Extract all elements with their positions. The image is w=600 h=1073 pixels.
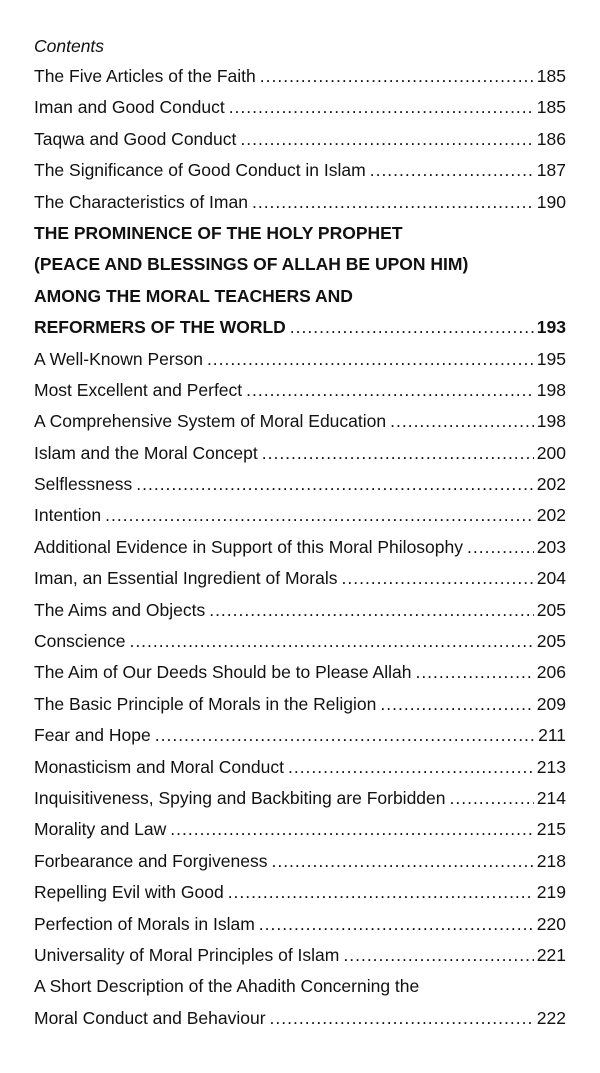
dot-leader: [343, 940, 533, 971]
toc-entry-title: Selflessness: [34, 474, 133, 495]
dot-leader: [270, 1003, 534, 1034]
dot-leader: [209, 595, 534, 626]
dot-leader: [228, 877, 534, 908]
toc-entry-title: Fear and Hope: [34, 725, 151, 746]
toc-entry: [34, 940, 566, 971]
toc-entry-title: Inquisitiveness, Spying and Backbiting are Forbidden: [34, 787, 446, 808]
toc-entry-title: The Significance of Good Conduct in Islam: [34, 160, 366, 181]
dot-leader: [259, 909, 534, 940]
toc-entry-title: Moral Conduct and Behaviour: [34, 1007, 266, 1028]
toc-entry-page: 206: [536, 662, 566, 683]
dot-leader: [260, 61, 534, 92]
toc-entry: [34, 657, 566, 688]
toc-entry: [34, 595, 566, 626]
toc-entry: [34, 626, 566, 657]
toc-entry-page: 198: [536, 379, 566, 400]
toc-chapter-heading-line: (PEACE AND BLESSINGS OF ALLAH BE UPON HIM): [34, 254, 469, 275]
toc-entry: [34, 783, 566, 814]
toc-entry: [34, 344, 566, 375]
toc-entry: [34, 469, 566, 500]
toc-entry-title: The Characteristics of Iman: [34, 191, 248, 212]
toc-entry-title: Iman, an Essential Ingredient of Morals: [34, 568, 338, 589]
dot-leader: [288, 752, 534, 783]
toc-entry-page: 204: [536, 568, 566, 589]
toc-entry-title: Repelling Evil with Good: [34, 882, 224, 903]
dot-leader: [370, 155, 534, 186]
toc-entry-page: 219: [536, 882, 566, 903]
toc-entry: [34, 438, 566, 469]
toc-entry-title: REFORMERS OF THE WORLD: [34, 317, 286, 338]
toc-entry-title: Universality of Moral Principles of Islam: [34, 944, 340, 965]
toc-entry-title: The Five Articles of the Faith: [34, 66, 256, 86]
toc-entry: [34, 846, 566, 877]
toc-entry: [34, 814, 566, 845]
toc-entry-page: 195: [536, 348, 566, 369]
toc-entry: [34, 532, 566, 563]
toc-entry-page: 193: [536, 317, 566, 338]
toc-entry: [34, 563, 566, 594]
toc-entry-page: 186: [536, 128, 566, 149]
dot-leader: [136, 469, 534, 500]
toc-entry-title: Perfection of Morals in Islam: [34, 913, 255, 934]
dot-leader: [170, 814, 534, 845]
dot-leader: [129, 626, 533, 657]
toc-entry-title: Monasticism and Moral Conduct: [34, 756, 284, 777]
toc-entry-page: 221: [536, 944, 566, 965]
dot-leader: [415, 657, 533, 688]
dot-leader: [390, 406, 534, 437]
toc-entry-page: 220: [536, 913, 566, 934]
toc-entry-title: Intention: [34, 505, 102, 526]
toc-chapter-heading-line: THE PROMINENCE OF THE HOLY PROPHET: [34, 222, 403, 243]
dot-leader: [450, 783, 534, 814]
toc-entry: [34, 124, 566, 155]
toc-entry: [34, 187, 566, 218]
toc-entry-title: A Well-Known Person: [34, 348, 203, 369]
toc-entry-title: Iman and Good Conduct: [34, 97, 225, 118]
toc-entry: [34, 1003, 566, 1034]
dot-leader: [240, 124, 533, 155]
dot-leader: [380, 689, 533, 720]
toc-entry-page: 202: [536, 505, 566, 526]
toc-entry-page: 200: [536, 442, 566, 463]
toc-entry-title: The Aim of Our Deeds Should be to Please Allah: [34, 662, 412, 683]
toc-entry-title: Conscience: [34, 631, 126, 652]
contents-header: Contents: [34, 36, 105, 56]
dot-leader: [207, 344, 534, 375]
toc-entry: [34, 720, 566, 751]
toc-entry-title: Most Excellent and Perfect: [34, 379, 243, 400]
toc-entry-title: Islam and the Moral Concept: [34, 442, 258, 463]
dot-leader: [262, 438, 534, 469]
dot-leader: [252, 187, 534, 218]
toc-entry-page: 190: [536, 191, 566, 212]
toc-entry-page: 198: [536, 411, 566, 432]
dot-leader: [467, 532, 534, 563]
toc-entry-page: 209: [536, 693, 566, 714]
toc-entry: [34, 155, 566, 186]
toc-entry: [34, 92, 566, 123]
toc-entry-page: 222: [536, 1007, 566, 1028]
contents-page: [34, 34, 566, 1034]
toc-entry-page: 185: [536, 97, 566, 118]
toc-entry-page: 205: [536, 599, 566, 620]
toc-entry-title: Additional Evidence in Support of this Moral Philosophy: [34, 536, 463, 557]
toc-entry: [34, 500, 566, 531]
toc-entry-title: Morality and Law: [34, 819, 167, 840]
dot-leader: [229, 92, 534, 123]
toc-entry-page: 187: [536, 160, 566, 181]
toc-entry-page: 218: [536, 850, 566, 871]
dot-leader: [271, 846, 533, 877]
toc-entry-title: A Comprehensive System of Moral Education: [34, 411, 387, 432]
dot-leader: [342, 563, 534, 594]
toc-entry-title-line: A Short Description of the Ahadith Concerning the: [34, 976, 420, 997]
toc-entry-page: 203: [536, 536, 566, 557]
toc-entry: [34, 61, 566, 92]
dot-leader: [290, 312, 534, 343]
toc-entry: [34, 406, 566, 437]
toc-entry-title: Taqwa and Good Conduct: [34, 128, 237, 149]
toc-entry: [34, 909, 566, 940]
toc-entry-page: 214: [536, 787, 566, 808]
toc-chapter-heading: [34, 312, 566, 343]
toc-entry-title: The Aims and Objects: [34, 599, 206, 620]
toc-entry-page: 215: [536, 819, 566, 840]
dot-leader: [246, 375, 534, 406]
toc-entry: [34, 877, 566, 908]
dot-leader: [155, 720, 535, 751]
toc-entry-page: 211: [538, 725, 566, 746]
toc-entry: [34, 752, 566, 783]
toc-chapter-heading-line: AMONG THE MORAL TEACHERS AND: [34, 285, 353, 306]
dot-leader: [105, 500, 534, 531]
toc-entry-page: 205: [536, 631, 566, 652]
toc-entry: [34, 689, 566, 720]
toc-entry-page: 185: [536, 66, 566, 86]
toc-entry-title: Forbearance and Forgiveness: [34, 850, 268, 871]
toc-entry: [34, 375, 566, 406]
toc-entry-title: The Basic Principle of Morals in the Religion: [34, 693, 377, 714]
toc-entry-page: 202: [536, 474, 566, 495]
toc-entry-page: 213: [536, 756, 566, 777]
